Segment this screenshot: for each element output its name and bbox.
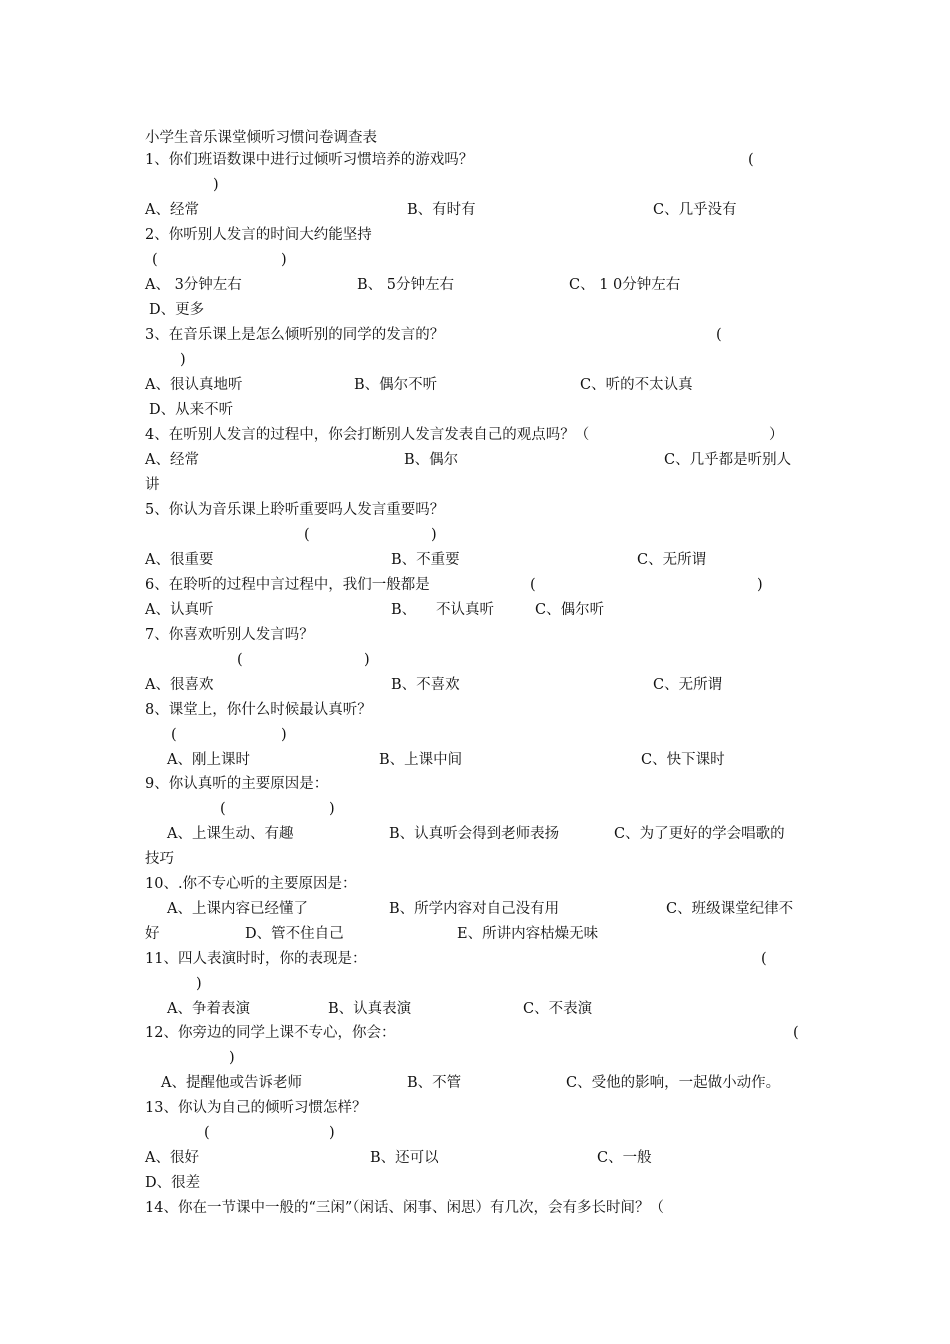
question-6-options xyxy=(145,599,815,621)
answer-paren-open: ( xyxy=(761,951,767,967)
question-12-options xyxy=(145,1072,815,1094)
option-a: A、很好 xyxy=(145,1150,199,1166)
option-c: C、听的不太认真 xyxy=(580,377,693,393)
option-c: C、班级课堂纪律不 xyxy=(666,901,794,917)
option-a: A、经常 xyxy=(145,202,199,218)
page-title: 小学生音乐课堂倾听习惯问卷调查表 xyxy=(145,130,377,146)
answer-paren-close: ) xyxy=(229,1050,235,1066)
option-b: B、上课中间 xyxy=(379,752,463,768)
question-11-options xyxy=(145,998,815,1020)
answer-paren-open: ( xyxy=(237,652,243,668)
question-8-text: 8、课堂上，你什么时候最认真听？ xyxy=(145,702,372,718)
option-c-wrap: 讲 xyxy=(145,477,160,493)
question-5-options xyxy=(145,549,815,571)
question-3-options xyxy=(145,374,815,396)
question-11-text: 11、四人表演时时，你的表现是： xyxy=(145,951,367,967)
question-14-text: 14、你在一节课中一般的“三闲”（闲话、闲事、闲思）有几次，会有多长时间？（ xyxy=(145,1200,665,1216)
option-a: A、刚上课时 xyxy=(167,752,250,768)
answer-paren-open: ( xyxy=(304,527,310,543)
option-c: C、受他的影响，一起做小动作。 xyxy=(566,1075,781,1091)
option-c-wrap: 好 xyxy=(145,926,160,942)
answer-paren-close: ) xyxy=(213,177,219,193)
option-b: B、不管 xyxy=(407,1075,462,1091)
answer-paren-close: ) xyxy=(757,577,763,593)
question-6 xyxy=(145,574,815,596)
answer-paren-open: ( xyxy=(152,252,158,268)
option-c: C、几乎都是听别人 xyxy=(664,452,792,468)
option-a: A、争着表演 xyxy=(167,1001,250,1017)
question-4-text: 4、在听别人发言的过程中，你会打断别人发言发表自己的观点吗？（ xyxy=(145,427,590,443)
question-5 xyxy=(145,499,815,521)
question-3-text: 3、在音乐课上是怎么倾听别的同学的发言的？ xyxy=(145,327,445,343)
question-7 xyxy=(145,624,815,646)
answer-paren-close: ) xyxy=(329,1125,335,1141)
question-12 xyxy=(145,1022,815,1044)
option-a: A、认真听 xyxy=(145,602,214,618)
question-8 xyxy=(145,699,815,721)
option-a: A、很喜欢 xyxy=(145,677,214,693)
question-11 xyxy=(145,948,815,970)
question-5-text: 5、你认为音乐课上聆听重要吗人发言重要吗？ xyxy=(145,502,445,518)
option-c: C、一般 xyxy=(597,1150,652,1166)
question-13-options xyxy=(145,1147,815,1169)
answer-paren-close: ) xyxy=(180,352,186,368)
option-b: B、不喜欢 xyxy=(391,677,460,693)
question-1-text: 1、你们班语数课中进行过倾听习惯培养的游戏吗？ xyxy=(145,152,474,168)
option-d: D、管不住自己 xyxy=(245,926,344,942)
question-1-options xyxy=(145,199,815,221)
option-c-wrap: 技巧 xyxy=(145,851,174,867)
question-1 xyxy=(145,149,815,171)
answer-paren-open: ( xyxy=(530,577,536,593)
answer-paren-close: ) xyxy=(431,527,437,543)
option-c: C、 1 0分钟左右 xyxy=(569,277,681,293)
answer-paren-open: ( xyxy=(716,327,722,343)
question-8-options xyxy=(145,749,815,771)
question-6-text: 6、在聆听的过程中言过程中，我们一般都是 xyxy=(145,577,430,593)
question-14 xyxy=(145,1197,815,1219)
question-2 xyxy=(145,224,815,246)
option-b: B、还可以 xyxy=(370,1150,439,1166)
option-c: C、偶尔听 xyxy=(535,602,605,618)
answer-paren-close: ) xyxy=(364,652,370,668)
question-7-options xyxy=(145,674,815,696)
question-7-text: 7、你喜欢听别人发言吗？ xyxy=(145,627,314,643)
option-a: A、上课内容已经懂了 xyxy=(167,901,308,917)
option-b: B、所学内容对自己没有用 xyxy=(389,901,560,917)
option-c: C、无所谓 xyxy=(653,677,723,693)
option-a: A、经常 xyxy=(145,452,199,468)
answer-paren-close: ) xyxy=(196,976,202,992)
option-b: B、 5分钟左右 xyxy=(357,277,454,293)
answer-paren-open: ( xyxy=(204,1125,210,1141)
answer-paren-open: ( xyxy=(793,1025,799,1041)
option-a: A、很认真地听 xyxy=(145,377,243,393)
option-b: B、认真表演 xyxy=(328,1001,412,1017)
option-d: D、更多 xyxy=(149,302,205,318)
option-a: A、提醒他或告诉老师 xyxy=(161,1075,302,1091)
answer-paren-close: ) xyxy=(281,252,287,268)
answer-paren-close: ) xyxy=(281,727,287,743)
question-9-options xyxy=(145,823,815,845)
option-c: C、不表演 xyxy=(523,1001,593,1017)
option-a: A、很重要 xyxy=(145,552,214,568)
question-3 xyxy=(145,324,815,346)
option-b: B、认真听会得到老师表扬 xyxy=(389,826,560,842)
option-a: A、上课生动、有趣 xyxy=(167,826,294,842)
question-13-text: 13、你认为自己的倾听习惯怎样？ xyxy=(145,1100,367,1116)
question-13 xyxy=(145,1097,815,1119)
question-4 xyxy=(145,424,815,446)
option-d: D、很差 xyxy=(145,1175,201,1191)
option-b: B、偶尔不听 xyxy=(354,377,438,393)
answer-paren-open: ( xyxy=(220,801,226,817)
option-c: C、为了更好的学会唱歌的 xyxy=(614,826,785,842)
option-b-text: 不认真听 xyxy=(436,602,494,618)
option-d: D、从来不听 xyxy=(149,402,234,418)
question-2-options xyxy=(145,274,815,296)
option-b: B、偶尔 xyxy=(404,452,459,468)
question-9 xyxy=(145,773,815,795)
option-c: C、几乎没有 xyxy=(653,202,737,218)
answer-paren-close: ） xyxy=(769,427,784,443)
question-10-text: 10、.你不专心听的主要原因是： xyxy=(145,876,357,892)
question-12-text: 12、你旁边的同学上课不专心，你会： xyxy=(145,1025,396,1041)
answer-paren-open: ( xyxy=(748,152,754,168)
option-a: A、 3分钟左右 xyxy=(145,277,242,293)
option-b: B、有时有 xyxy=(407,202,476,218)
option-b: B、 xyxy=(391,602,417,618)
question-10-options xyxy=(145,898,815,920)
answer-paren-close: ) xyxy=(329,801,335,817)
option-e: E、所讲内容枯燥无味 xyxy=(457,926,599,942)
option-b: B、不重要 xyxy=(391,552,460,568)
answer-paren-open: ( xyxy=(171,727,177,743)
question-9-text: 9、你认真听的主要原因是： xyxy=(145,776,329,792)
question-10 xyxy=(145,873,815,895)
question-4-options xyxy=(145,449,815,471)
question-2-text: 2、你听别人发言的时间大约能坚持 xyxy=(145,227,372,243)
option-c: C、无所谓 xyxy=(637,552,707,568)
option-c: C、快下课时 xyxy=(641,752,725,768)
